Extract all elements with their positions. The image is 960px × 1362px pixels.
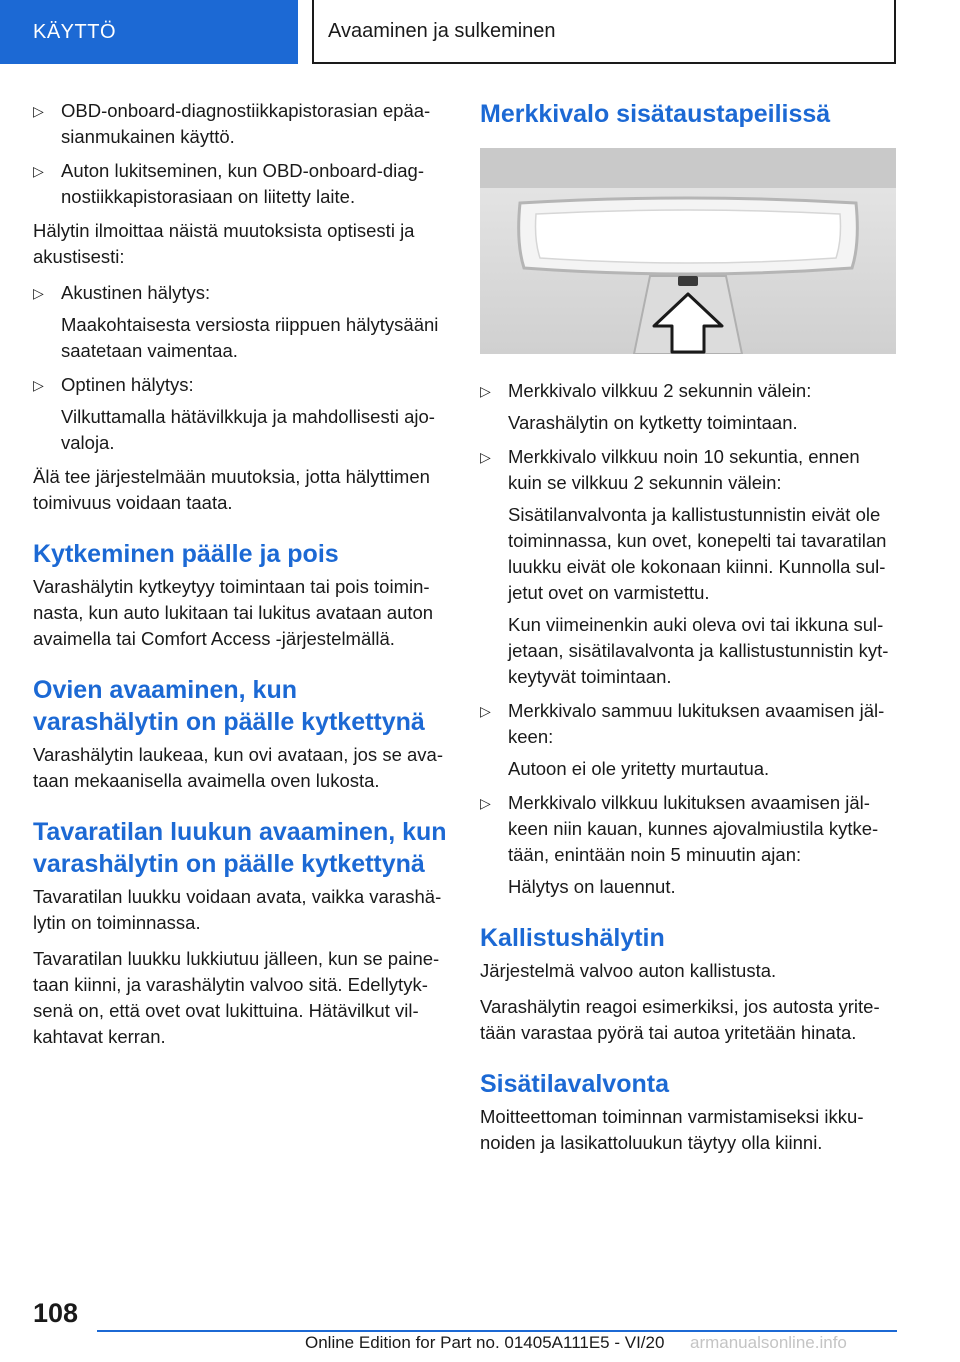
bullet-title: Merkkivalo sammuu lukituksen avaamisen jäl‐ keen: [508,700,885,747]
left-column [33,98,449,1060]
section-label: KÄYTTÖ [33,20,117,43]
section-heading: Merkkivalo sisätaustapeilissä [480,100,831,128]
section-paragraph: Varashälytin reagoi esimerkiksi, jos autosta yrite‐ tään varastaa pyörä tai autoa yritetään hinata. [480,996,880,1043]
right-column [480,98,896,1166]
triangle-bullet-icon: ▷ [480,703,491,719]
bullet-detail: Varashälytin on kytketty toimintaan. [508,412,798,433]
list-item [480,378,896,436]
mirror-illustration [480,148,896,354]
chapter-label: Avaaminen ja sulkeminen [328,19,556,42]
triangle-bullet-icon: ▷ [480,795,491,811]
bullet-detail: Maakohtaisesta versiosta riippuen hälytysääni saatetaan vaimentaa. [61,314,439,361]
triangle-bullet-icon: ▷ [480,383,491,399]
bullet-detail: Kun viimeinenkin auki oleva ovi tai ikkuna sul‐ jetaan, sisätilavalvonta ja kallistustunnistin kyt‐ keytyvät toimintaan. [508,614,889,687]
bullet-title: Merkkivalo vilkkuu noin 10 sekuntia, ennen kuin se vilkkuu 2 sekunnin välein: [508,446,860,493]
list-item [480,790,896,900]
bullet-detail: Sisätilanvalvonta ja kallistustunnistin eivät ole toiminnassa, kun ovet, konepelti tai tavaratilan luukku eivät ole kokonaan kiinni. Kunnolla sul‐ jetut ovet on varmistettu. [508,504,887,603]
triangle-bullet-icon: ▷ [480,449,491,465]
triangle-bullet-icon: ▷ [33,103,44,119]
watermark-text: armanualsonline.info [690,1333,847,1352]
list-item [33,158,449,210]
bullet-title: Akustinen hälytys: [61,282,211,303]
bullet-detail: Autoon ei ole yritetty murtautua. [508,758,770,779]
alert-intro: Hälytin ilmoittaa näistä muutoksista optisesti ja akustisesti: [33,220,415,267]
bullet-detail: Hälytys on lauennut. [508,876,676,897]
section-heading: Kytkeminen päälle ja pois [33,540,339,568]
section-heading: Sisätilavalvonta [480,1070,669,1098]
footer-rule [97,1330,897,1332]
warning-text: Älä tee järjestelmään muutoksia, jotta hälyttimen toimivuus voidaan taata. [33,466,430,513]
section-heading: Kallistushälytin [480,924,665,952]
bullet-title: Merkkivalo vilkkuu lukituksen avaamisen jäl‐ keen niin kauan, kunnes ajovalmiustila kytke‐ tään, enintään noin 5 minuutin ajan: [508,792,879,865]
bullet-detail: Vilkuttamalla hätävilkkuja ja mahdollisesti ajo‐ valoja. [61,406,435,453]
triangle-bullet-icon: ▷ [33,285,44,301]
section-paragraph: Moitteettoman toiminnan varmistamiseksi ikku‐ noiden ja lasikattoluukun täytyy olla kiinni. [480,1106,864,1153]
page-number: 108 [33,1298,79,1328]
list-item [33,372,449,456]
triangle-bullet-icon: ▷ [33,377,44,393]
list-item [33,280,449,364]
section-tab [0,0,298,64]
section-paragraph: Tavaratilan luukku lukkiutuu jälleen, kun se paine‐ taan kiinni, ja varashälytin valvoo sitä. Edellytyk‐ senä on, että ovet ovat lukittuina. Hätävilkut vil‐ kahtavat kerran. [33,948,440,1047]
bullet-title: Merkkivalo vilkkuu 2 sekunnin välein: [508,380,812,401]
section-paragraph: Varashälytin laukeaa, kun ovi avataan, jos se ava‐ taan mekaanisella avaimella oven lukosta. [33,744,443,791]
section-paragraph: Järjestelmä valvoo auton kallistusta. [480,960,777,981]
section-heading: Tavaratilan luukun avaaminen, kun varashälytin on päälle kytkettynä [33,818,447,878]
bullet-text: OBD-onboard-diagnostiikkapistorasian epäa‐ sianmukainen käyttö. [61,100,431,147]
bullet-text: Auton lukitseminen, kun OBD-onboard-diag‐ nostiikkapistorasiaan on liitetty laite. [61,160,424,207]
bullet-title: Optinen hälytys: [61,374,194,395]
chapter-title [312,0,896,64]
section-paragraph: Varashälytin kytkeytyy toimintaan tai pois toimin‐ nasta, kun auto lukitaan tai lukitus avataan auton avaimella tai Comfort Access -järjestelmällä. [33,576,434,649]
triangle-bullet-icon: ▷ [33,163,44,179]
list-item [480,698,896,782]
edition-text: Online Edition for Part no. 01405A111E5 - VI/20 [305,1333,665,1352]
section-heading: Ovien avaaminen, kun varashälytin on päälle kytkettynä [33,676,425,736]
section-paragraph: Tavaratilan luukku voidaan avata, vaikka varashä‐ lytin on toiminnassa. [33,886,442,933]
list-item [480,444,896,690]
list-item [33,98,449,150]
